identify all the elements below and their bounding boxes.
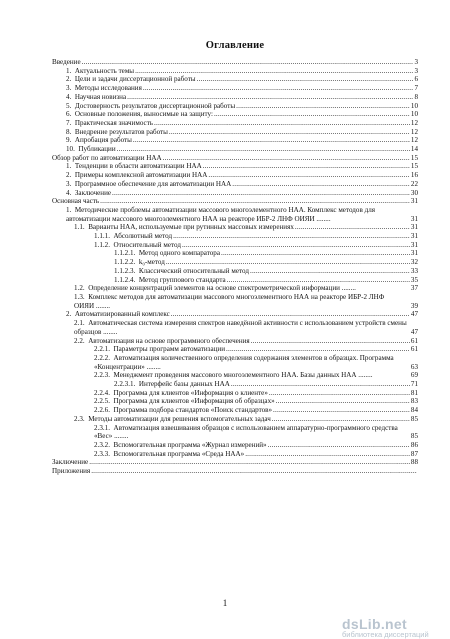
toc-entry-text: 5. Достоверность результатов диссертационной работы	[66, 101, 236, 110]
toc-entry-text: 4. Научная новизна	[66, 92, 127, 101]
toc-entry-text: Обзор работ по автоматизации НАА	[52, 153, 162, 162]
toc-leader-dots	[154, 119, 410, 128]
toc-entry[interactable]	[52, 189, 418, 198]
toc-entry-page: 6	[414, 75, 418, 84]
toc-leader-dots: ........	[101, 327, 118, 336]
toc-entry-page: 31	[410, 223, 418, 232]
watermark-subtitle: библиотека диссертаций	[342, 630, 429, 639]
toc-entry-page: 31	[410, 249, 418, 258]
toc-entry-text: 1. Актуальность темы	[66, 66, 135, 75]
toc-entry-text: 1.1.2.2. k₀-метод	[114, 258, 165, 267]
toc-entry[interactable]	[52, 249, 418, 258]
page-number: 1	[222, 598, 228, 608]
toc-entry[interactable]	[52, 102, 418, 111]
toc-entry-text: 1. Методические проблемы автоматизации массового многоэлементного НАА. Комплекс методов для автоматизации массового многоэлементного НАА на реакторе ИБР-2 ЛНФ ОИЯИ	[66, 205, 375, 223]
toc-entry[interactable]	[52, 450, 418, 459]
toc-leader-dots	[232, 180, 410, 189]
watermark-logo: dsLib.net	[342, 616, 407, 632]
toc-entry[interactable]	[52, 58, 418, 67]
toc-leader-dots	[203, 162, 410, 171]
toc-entry[interactable]	[52, 424, 418, 441]
toc-entry[interactable]	[52, 197, 418, 206]
toc-leader-dots	[276, 397, 410, 406]
toc-leader-dots	[221, 249, 410, 258]
toc-leader-dots	[236, 102, 410, 111]
toc-entry-page: 31	[410, 214, 418, 223]
toc-leader-dots	[127, 93, 413, 102]
toc-entry-page: 85	[410, 414, 418, 423]
toc-leader-dots	[295, 223, 410, 232]
toc-entry-page: 32	[410, 258, 418, 267]
toc-entry[interactable]	[52, 371, 418, 380]
toc-entry[interactable]	[52, 406, 418, 415]
toc-entry-page: 39	[410, 301, 418, 310]
toc-entry[interactable]	[52, 276, 418, 285]
toc-entry[interactable]	[52, 389, 418, 398]
toc-entry-page: 15	[410, 153, 418, 162]
toc-entry-text: 10. Публикации	[66, 145, 116, 154]
toc-entry-page: 61	[410, 345, 418, 354]
toc-entry[interactable]	[52, 128, 418, 137]
toc-leader-dots	[82, 58, 414, 67]
toc-leader-dots	[133, 136, 410, 145]
toc-entry[interactable]	[52, 284, 418, 293]
toc-entry[interactable]	[52, 441, 418, 450]
toc-entry-page: 8	[414, 92, 418, 101]
toc-leader-dots	[182, 241, 410, 250]
toc-entry[interactable]	[52, 258, 418, 267]
toc-entry-page: 47	[410, 327, 418, 336]
toc-entry-text: 9. Апробация работы	[66, 136, 132, 145]
toc-entry-text: 2.2.6. Программа подбора стандартов «Поиск стандартов»	[94, 406, 273, 415]
toc-entry-text: 4. Заключение	[66, 188, 112, 197]
toc-entry[interactable]	[52, 354, 418, 371]
toc-leader-dots	[250, 267, 410, 276]
toc-entry-text: 2.2. Автоматизация на основе программного обеспечения	[74, 336, 250, 345]
toc-entry[interactable]	[52, 267, 418, 276]
toc-entry-page: 12	[410, 136, 418, 145]
toc-entry-text: 1.3. Комплекс методов для автоматизации массового многоэлементного НАА на реакторе ИБР-2 ЛНФ ОИЯИ	[74, 292, 385, 310]
table-of-contents	[52, 58, 418, 476]
toc-entry-text: 1.1.2.1. Метод одного компаратора	[114, 249, 220, 258]
toc-leader-dots	[166, 258, 410, 267]
toc-entry-text: 3. Программное обеспечение для автоматизации НАА	[66, 179, 232, 188]
toc-entry[interactable]	[52, 241, 418, 250]
toc-entry[interactable]	[52, 145, 418, 154]
toc-entry-page: 71	[410, 380, 418, 389]
toc-entry-text: 2.2.5. Программа для клиентов «Информация об образцах»	[94, 397, 275, 406]
toc-entry-text: Основная часть	[52, 197, 100, 206]
toc-entry-page: 14	[410, 145, 418, 154]
toc-entry-text: 1.1.1. Абсолютный метод	[94, 232, 173, 241]
toc-entry[interactable]	[52, 67, 418, 76]
watermark	[342, 616, 429, 639]
toc-entry-page: 85	[410, 432, 418, 441]
toc-entry-text: 1.1. Варианты НАА, используемые при рутинных массовых измерениях	[74, 223, 294, 232]
toc-entry-page: 81	[410, 388, 418, 397]
toc-leader-dots	[112, 189, 410, 198]
toc-leader-dots	[245, 450, 410, 459]
toc-leader-dots	[269, 389, 410, 398]
toc-leader-dots: ........	[356, 371, 373, 380]
toc-entry-text: Приложения	[52, 467, 91, 476]
toc-entry[interactable]	[52, 162, 418, 171]
toc-entry-text: 8. Внедрение результатов работы	[66, 127, 168, 136]
toc-entry-page: 10	[410, 101, 418, 110]
toc-entry[interactable]	[52, 154, 418, 163]
toc-entry-page: 31	[410, 232, 418, 241]
toc-entry-text: 2.2.3.1. Интерфейс базы данных НАА	[114, 380, 230, 389]
toc-entry-page: 63	[410, 362, 418, 371]
page-title: Оглавление	[205, 40, 265, 51]
toc-leader-dots	[89, 458, 410, 467]
toc-entry-page: 88	[410, 458, 418, 467]
toc-entry-page: 61	[410, 336, 418, 345]
toc-leader-dots	[197, 75, 414, 84]
toc-leader-dots	[173, 232, 410, 241]
toc-entry-text: 1.2. Определение концентраций элементов на основе спектрометрической информации	[74, 284, 340, 293]
toc-entry-page: 47	[410, 310, 418, 319]
toc-entry-page: 15	[410, 162, 418, 171]
toc-entry[interactable]	[52, 232, 418, 241]
toc-entry-text: 7. Практическая значимость	[66, 118, 154, 127]
toc-leader-dots	[171, 310, 410, 319]
toc-entry[interactable]	[52, 467, 418, 476]
toc-leader-dots: ........	[314, 214, 331, 223]
toc-leader-dots	[208, 171, 410, 180]
toc-leader-dots: ........	[112, 432, 129, 441]
toc-entry-page: 31	[410, 197, 418, 206]
toc-entry[interactable]	[52, 380, 418, 389]
toc-entry-page: 12	[410, 127, 418, 136]
toc-entry-text: 2. Автоматизированный комплекс	[66, 310, 170, 319]
toc-leader-dots	[227, 276, 410, 285]
toc-entry[interactable]	[52, 180, 418, 189]
toc-entry-text: 6. Основные положения, выносимые на защиту:	[66, 110, 213, 119]
toc-entry[interactable]	[52, 119, 418, 128]
toc-entry-page: 37	[410, 284, 418, 293]
toc-entry-page: 16	[410, 171, 418, 180]
toc-leader-dots	[100, 197, 410, 206]
toc-entry-page: 3	[414, 58, 418, 66]
toc-entry[interactable]	[52, 75, 418, 84]
toc-entry-page: 3	[414, 66, 418, 75]
toc-entry-page: 31	[410, 240, 418, 249]
toc-entry-page: 83	[410, 397, 418, 406]
toc-entry-page: 87	[410, 449, 418, 458]
toc-leader-dots	[91, 467, 417, 476]
toc-entry-text: 2.3. Методы автоматизации для решения вспомогательных задач	[74, 414, 271, 423]
toc-entry[interactable]	[52, 223, 418, 232]
toc-entry-text: 2.2.3. Менеджмент проведения массового многоэлементного НАА. Базы данных НАА	[94, 371, 357, 380]
toc-entry-page: 35	[410, 275, 418, 284]
toc-entry-text: 2.1. Автоматическая система измерения спектров наведённой активности с использованием устройств смены образцов	[74, 319, 407, 336]
toc-entry-text: Заключение	[52, 458, 89, 467]
toc-entry-text: 1.1.2.3. Классический относительный метод	[114, 266, 249, 275]
toc-entry[interactable]	[52, 171, 418, 180]
toc-entry[interactable]	[52, 110, 418, 119]
toc-entry-text: 2.3.3. Вспомогательная программа «Среда НАА»	[94, 449, 245, 458]
toc-entry-page: 86	[410, 440, 418, 449]
toc-entry[interactable]	[52, 84, 418, 93]
toc-entry-page: 22	[410, 179, 418, 188]
toc-entry-text: 1. Тенденции в области автоматизации НАА	[66, 162, 202, 171]
toc-entry-text: 3. Методы исследования	[66, 84, 142, 93]
toc-entry-text: 2.3.1. Автоматизация взвешивания образцов с использованием аппаратурно-программного средства «Вес»	[94, 423, 398, 441]
toc-leader-dots	[272, 415, 410, 424]
toc-entry-text: 2.2.2. Автоматизация количественного определения содержания элементов в образцах. Программа «Концентрации»	[94, 353, 394, 371]
toc-entry-text: 1.1.2.4. Метод группового стандарта	[114, 275, 226, 284]
toc-entry-page: 33	[410, 266, 418, 275]
toc-entry-page: 12	[410, 118, 418, 127]
toc-entry-page: 10	[410, 110, 418, 119]
toc-leader-dots: ........	[144, 362, 161, 371]
toc-entry-page: 30	[410, 188, 418, 197]
toc-entry[interactable]	[52, 206, 418, 223]
toc-entry[interactable]	[52, 310, 418, 319]
toc-entry[interactable]	[52, 319, 418, 336]
toc-leader-dots	[231, 380, 410, 389]
toc-entry-text: 2. Цели и задачи диссертационной работы	[66, 75, 196, 84]
toc-entry-page: 84	[410, 406, 418, 415]
toc-entry[interactable]	[52, 337, 418, 346]
toc-leader-dots	[214, 110, 410, 119]
toc-entry[interactable]	[52, 293, 418, 310]
toc-entry-text: 2.2.4. Программа для клиентов «Информация о клиенте»	[94, 388, 268, 397]
toc-entry[interactable]	[52, 397, 418, 406]
toc-entry-page: 7	[414, 84, 418, 93]
toc-leader-dots	[117, 145, 410, 154]
toc-entry[interactable]	[52, 415, 418, 424]
toc-leader-dots	[268, 441, 410, 450]
toc-entry-text: 2.3.2. Вспомогательная программа «Журнал измерений»	[94, 440, 267, 449]
toc-leader-dots	[273, 406, 410, 415]
toc-entry[interactable]	[52, 458, 418, 467]
toc-entry[interactable]	[52, 136, 418, 145]
toc-leader-dots	[135, 67, 413, 76]
toc-entry-text: 2. Примеры комплексной автоматизации НАА	[66, 171, 208, 180]
toc-entry-text: 1.1.2. Относительный метод	[94, 240, 181, 249]
toc-entry[interactable]	[52, 345, 418, 354]
toc-leader-dots	[169, 128, 410, 137]
toc-leader-dots	[226, 345, 410, 354]
toc-entry-page: 69	[410, 371, 418, 380]
toc-entry[interactable]	[52, 93, 418, 102]
toc-entry-text: 2.2.1. Параметры программ автоматизации	[94, 345, 226, 354]
toc-leader-dots	[143, 84, 414, 93]
toc-leader-dots: ........	[94, 301, 111, 310]
document-page	[52, 40, 418, 476]
toc-leader-dots: ........	[339, 284, 356, 293]
toc-leader-dots	[163, 154, 410, 163]
toc-entry-text: Введение	[52, 58, 81, 66]
toc-leader-dots	[251, 337, 410, 346]
